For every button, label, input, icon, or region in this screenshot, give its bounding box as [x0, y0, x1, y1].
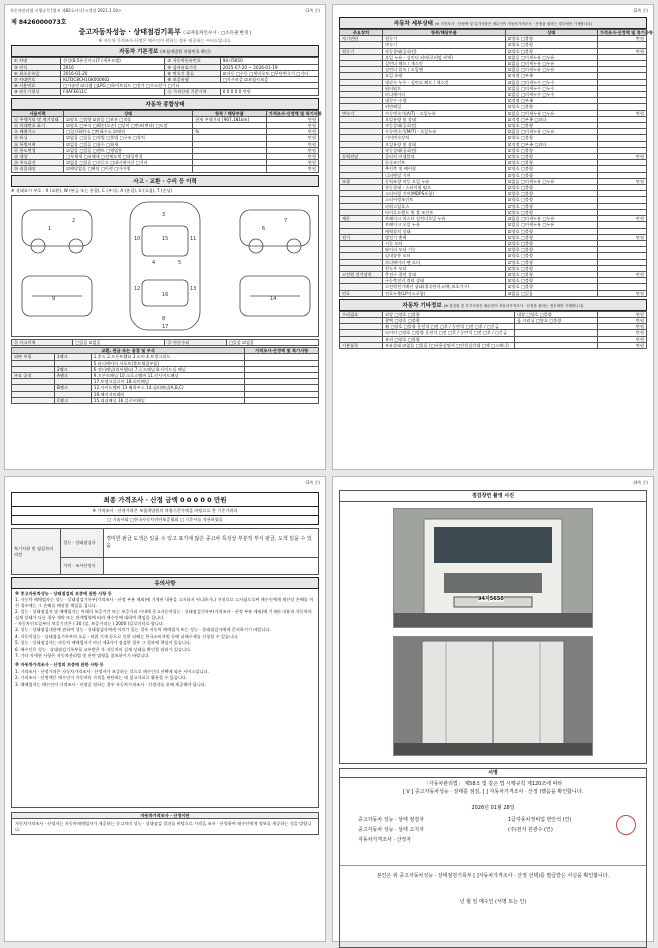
- table-cell: 동력전달: [340, 154, 383, 160]
- notice-line: 6. 매수인은 성능 · 상태점검기록부를 교부받은 후 자동차의 실제 상태를 확인할 권리가 있습니다.: [15, 646, 192, 652]
- part-number: 10: [134, 236, 141, 243]
- table-cell: ⑭ 배출가스: [12, 129, 64, 135]
- table-cell: 현재 주행거리 [967,181km]: [193, 116, 267, 122]
- table-cell: ⑪ 가격산정 기준가격: [165, 89, 220, 95]
- table-cell: ⑩ 원동기형식: [12, 89, 61, 95]
- table-cell: ☑없음 □미세누수 □누수: [505, 85, 597, 91]
- table-cell: ☑양호 □불량: [505, 209, 597, 215]
- stamp-seal-icon: [616, 815, 636, 835]
- table-cell: ☑양호 □불량: [505, 42, 597, 48]
- plate-number: 94자5650: [478, 596, 504, 603]
- basic-info-heading: 자동차 기본정보 (보험개발원 차량번호 확인): [11, 45, 319, 57]
- table-cell: 고전원전기배선 상태(접속단자,피복,보호기구): [382, 284, 505, 290]
- table-cell: ☑없음 □미세누유 □누유: [505, 216, 597, 222]
- table-cell: B랭크: [54, 385, 91, 391]
- table-cell: ☑없음 □미세누유 □누유: [505, 178, 597, 184]
- page-3: [4, 476, 326, 942]
- part-number: 17: [162, 324, 169, 331]
- part-number: 14: [270, 296, 277, 303]
- table-cell: 기어변속장치: [382, 135, 505, 141]
- table-cell: 외판 부위: [12, 354, 55, 360]
- table-cell: 등속조인트: [382, 160, 505, 166]
- table-cell: ☑없음 □미세누유 □누유: [505, 61, 597, 67]
- table-cell: 만원: [597, 36, 646, 42]
- truck-front-photo: [393, 508, 593, 628]
- table-cell: 라디에이터 팬 모터: [382, 259, 505, 265]
- table-cell: 만원: [266, 123, 318, 129]
- table-cell: 룸 크리닝 □양호 □불량: [514, 317, 597, 323]
- table-row: [12, 166, 319, 172]
- receipt-text: 본인은 위 중고자동차성능 · 상태점검기록부 [ ]자동차가격조사 · 산정 선택)를 발급받은 사실을 확인합니다.: [376, 873, 610, 879]
- table-cell: 워터펌프: [382, 85, 505, 91]
- table-cell: 15.대쉬패널 16.플로어패널: [91, 397, 245, 403]
- table-cell: 2랭크: [54, 366, 91, 372]
- table-cell: 1랭크: [54, 354, 91, 360]
- notice-line: 2. 가격조사 · 산정액은 매수인이 자동차의 가격을 판단하는 데 참고자료로 활용할 수 있습니다.: [15, 675, 188, 681]
- table-cell: 만원: [597, 324, 646, 330]
- table-cell: 유리 □양호 □불량: [382, 336, 514, 342]
- table-cell: ☑없음 □미세누유 □누유: [505, 67, 597, 73]
- table-cell: 연료: [340, 290, 383, 296]
- table-cell: [193, 166, 267, 172]
- table-cell: 1.후드 2.프론트휀더 3.도어 4.트렁크리드: [91, 354, 245, 360]
- table-cell: ☑없음 □있음 □렌트 □영업용: [64, 147, 193, 153]
- table-cell: 커먼레일: [382, 104, 505, 110]
- table-cell: 주요 골격: [12, 373, 55, 379]
- table-cell: 기본품목: [340, 342, 383, 348]
- table-cell: ☑양호 □불량: [505, 197, 597, 203]
- table-cell: 오일유량 및 상태: [382, 141, 505, 147]
- table-cell: F4AFE611C: [61, 89, 165, 95]
- page-number: (1쪽 중): [305, 8, 320, 13]
- table-cell: ☑적정 □부족 □과다: [505, 141, 597, 147]
- table-cell: [514, 342, 597, 348]
- table-cell: ☑양호 □불량: [505, 135, 597, 141]
- table-cell: 변속기: [340, 110, 383, 116]
- column-header: 가격조사·산정액 및 특기사항: [266, 110, 318, 116]
- table-cell: 17.트렁크플로어 18.리어패널: [91, 379, 245, 385]
- table-cell: ☑자동 □수동 □세미오토 □무단변속기 □기타: [220, 70, 318, 76]
- inspector-label: 성능 · 상태점검자: [61, 529, 104, 558]
- column-header: 항목/해당부품: [382, 30, 505, 36]
- table-cell: 만원: [597, 178, 646, 184]
- accident-note: ※ 상태표시 부호 : X (교환), W (판금 또는 용접), C (부식), A (흠집), U (요철), T (손상): [11, 187, 173, 193]
- table-cell: 와이퍼 모터 기능: [382, 247, 505, 253]
- table-cell: 만원: [597, 317, 646, 323]
- table-cell: □자가보증 ☑보험사보증: [220, 77, 318, 83]
- table-cell: 전기: [340, 234, 383, 240]
- column-header: 상태: [505, 30, 597, 36]
- table-cell: 작동상태(공회전): [382, 48, 505, 54]
- table-cell: 충전구 절연 상태: [382, 271, 505, 277]
- page-number: (2쪽 중): [633, 8, 648, 13]
- table-cell: ☑양호 □불량 ☑많음 □보통 □적음: [64, 116, 193, 122]
- table-cell: 만원: [266, 116, 318, 122]
- table-cell: ☑없음 □미세누유 □누유: [505, 222, 597, 228]
- part-number: 3: [162, 212, 166, 219]
- column-header: 사용이력: [12, 110, 64, 116]
- table-cell: 만원: [597, 216, 646, 222]
- column-header: 상태: [64, 110, 193, 116]
- final-price: 최종 가격조사 · 산정 금액 0 0 0 0 0 만원: [11, 492, 319, 507]
- table-cell: ☑적정 □부족: [505, 98, 597, 104]
- table-cell: ⑬ 차대번호 표기: [12, 123, 64, 129]
- other-info-table: [339, 311, 647, 349]
- table-cell: 타이어 □양호 □불량 운전석 □전 □후 / 동반석 □전 □후 / □응급: [382, 330, 514, 336]
- table-cell: ☑없음 □미세누수 □누수: [505, 92, 597, 98]
- rank-head: 교환, 판금 또는 용접 및 부식: [12, 348, 245, 354]
- table-cell: 만원: [597, 336, 646, 342]
- table-cell: 추진축 및 베어링: [382, 166, 505, 172]
- part-number: 5: [178, 260, 182, 267]
- law-line: 「자동차관리법」 제58조 및 같은 법 시행규칙 제120조에 따라: [423, 781, 563, 787]
- table-cell: ☑양호 □불량: [505, 234, 597, 240]
- table-cell: 만원: [597, 330, 646, 336]
- table-cell: 19.패키지트레이: [91, 391, 245, 397]
- notice-line: 3. 성능 · 상태점검내용에 관하여 성능 · 상태점검자에게 이의가 있는 경우 자동차 매매업자 또는 성능 · 상태점검자에게 문의하시기 바랍니다.: [15, 627, 271, 633]
- table-cell: ☑양호 □불량: [505, 203, 597, 209]
- table-cell: 9.프론트패널 10.크로스멤버 11.인사이드패널: [91, 373, 245, 379]
- table-cell: 냉각수 누수 - 실린더 헤드 / 개스킷: [382, 79, 505, 85]
- table-cell: ☑양호 □불량: [505, 123, 597, 129]
- table-cell: 수동변속기(M/T) - 오일누유: [382, 129, 505, 135]
- table-cell: 타이로드엔드 및 볼 조인트: [382, 209, 505, 215]
- table-cell: ☑해당없음 □해당 □이행 □미이행: [64, 166, 193, 172]
- table-row: [12, 397, 319, 403]
- table-cell: □무채색 □유채색 □전체도색 □색상변경: [64, 154, 193, 160]
- table-cell: 보유상태 ☑없음 □있음 (□사용설명서 □안전삼각대 □잭 □스패너): [382, 342, 514, 348]
- inspector-opinion: 경미한 판금 도색은 있을 수 있고 표기에 않은 중고차 특성상 부분적 부식 판금, 도색 있을 수 있음: [104, 529, 319, 558]
- part-number: 15: [162, 236, 169, 243]
- document-number: 제 8426000073호: [11, 19, 67, 26]
- table-cell: 만원: [597, 290, 646, 296]
- table-cell: 자동변속기(A/T) - 오일누유: [382, 110, 505, 116]
- table-cell: 만원: [597, 48, 646, 54]
- table-cell: 조향: [340, 178, 383, 184]
- table-cell: ☑양호 □불량: [505, 253, 597, 259]
- table-cell: ☑양호 □불량: [505, 240, 597, 246]
- part-number: 12: [134, 286, 141, 293]
- accident-history-table: [11, 339, 319, 346]
- table-cell: ⑦ 차대번호: [12, 77, 61, 83]
- truck-rear-photo: [393, 636, 593, 756]
- table-cell: ☑적정 □부족: [505, 73, 597, 79]
- sub-note: ※ 자동차 가격조사·산정은 매수인이 원하는 경우 제공하는 서비스입니다.: [98, 38, 232, 43]
- notice-title: 유의사항: [11, 577, 319, 589]
- table-cell: 실린더 헤드 / 개스킷: [382, 61, 505, 67]
- table-cell: □있음 ☑없음: [226, 340, 318, 346]
- table-cell: ☑양호 □불량: [505, 259, 597, 265]
- table-cell: ⑱ 색상: [12, 154, 64, 160]
- definition-title: 자동차가격조사 · 산정이란: [12, 813, 318, 819]
- table-cell: ☑양호 □불량: [505, 172, 597, 178]
- car-outline-diagram: [12, 196, 320, 336]
- table-cell: 6.쿼터패널(리어휀더) 7.루프패널 8.사이드실 패널: [91, 366, 245, 372]
- receipt-date-line: 년 월 일 매수인 (서명 또는 인): [459, 899, 527, 905]
- page-number: (4쪽 중): [633, 480, 648, 485]
- signer-role: 중고자동차 성능 · 상태 점검자: [358, 817, 424, 823]
- table-cell: ☑없음 □있음 □선루프 □네비게이션 □기타: [64, 160, 193, 166]
- table-cell: 만원: [266, 135, 318, 141]
- table-cell: 원동기: [340, 48, 383, 54]
- vehicle-diagram: [11, 195, 319, 337]
- table-cell: ㉒ 단순수리: [165, 340, 226, 346]
- table-cell: ⑤ 최초등록일: [12, 70, 61, 76]
- table-cell: 0 0 0 0 0 만원: [220, 89, 318, 95]
- page-1: [4, 4, 326, 470]
- table-cell: ☑없음 □있음 □적법 □불법 □구조 □장치: [64, 135, 193, 141]
- table-cell: ☑양호 □불량: [505, 284, 597, 290]
- table-row: [340, 290, 647, 296]
- table-cell: %: [193, 129, 267, 135]
- table-cell: 12.사이드멤버 13.휠하우스 14.필러패널(A,B,C): [91, 385, 245, 391]
- table-cell: 시동 모터: [382, 240, 505, 246]
- form-header: 자동차관리법 시행규칙 [별지 제82호서식] <개정 2021.1.19>: [10, 8, 122, 13]
- notice-line: 3. 매매업자는 매수인이 가격조사 · 산정을 원하는 경우 자동차가격조사 · 산정자를 통해 제공해야 합니다.: [15, 681, 207, 687]
- photo-box: [339, 490, 647, 764]
- table-cell: ⑫ 주행거리 및 계기상태: [12, 116, 64, 122]
- table-cell: ⑥ 변속기 종류: [165, 70, 220, 76]
- table-cell: 한성(8.5톤중카고)7 (세무모델): [61, 58, 165, 64]
- opinion-label: 특기사항 및 점검자의 의견: [12, 529, 61, 575]
- part-number: 7: [284, 218, 288, 225]
- table-cell: □일산화탄소 □탄화수소 ☑매연: [64, 129, 193, 135]
- table-cell: ☑없음 □미세누유 □누유: [505, 110, 597, 116]
- table-cell: 오일 유량: [382, 73, 505, 79]
- table-cell: ☑양호 □불량: [505, 271, 597, 277]
- table-cell: 연료누출(LP가스포함): [382, 290, 505, 296]
- notice-line: 7. 기타 자세한 사항은 자동차관리법 및 관련 법령을 참조하시기 바랍니다.: [15, 653, 150, 659]
- table-cell: 2025-07-20 ~ 2026-01-19: [220, 64, 318, 70]
- part-number: 6: [262, 226, 266, 233]
- table-cell: ☑양호 □불량: [505, 247, 597, 253]
- accident-heading: 사고 · 교환 · 수리 등 이력: [11, 175, 319, 187]
- table-cell: 광택 □양호 □불량: [382, 317, 514, 323]
- table-cell: 클러치 어셈블리: [382, 154, 505, 160]
- table-cell: ☑양호 □불량: [505, 166, 597, 172]
- table-cell: 만원: [597, 110, 646, 116]
- table-row: [340, 342, 647, 348]
- table-cell: □있음 ☑없음: [73, 340, 165, 346]
- table-cell: 발전기 출력: [382, 234, 505, 240]
- table-cell: 수리필요: [340, 311, 383, 317]
- sign-date: 2026년 01월 28일: [471, 805, 515, 811]
- table-cell: ☑양호 □불량: [505, 147, 597, 153]
- table-cell: □가솔린 ☑디젤 □LPG □하이브리드 □전기 □수소전기 □기타: [61, 83, 319, 89]
- table-cell: ☑양호 □불량: [505, 191, 597, 197]
- table-cell: KLTDC8CH1GK000602: [61, 77, 165, 83]
- column-header: 가격조사·산정액 및 특기사항: [597, 30, 646, 36]
- table-cell: ⑧ 보증유형: [165, 77, 220, 83]
- part-number: 1: [48, 226, 52, 233]
- overall-heading: 자동차 종합상태: [11, 98, 319, 110]
- appraisal-definition-box: [11, 812, 319, 835]
- table-cell: 만원: [266, 147, 318, 153]
- overall-status-table: [11, 110, 322, 173]
- table-cell: 만원: [597, 154, 646, 160]
- page-number: (3쪽 중): [305, 480, 320, 485]
- notice-line: 2. 성능 · 상태점검자 및 매매업자는 아래의 보증기간 또는 보증거리 이내에 중고자동차성능 · 상태점검기록부(가격조사 · 산정 부분 제외)에 기재된 내용과 자동차의 실제 상태가 다른 경우 계약 또는 관계법령에 따라 매수인에 대하여 책임을 집니다.: [15, 609, 312, 620]
- document-title: 중고자동차성능 · 상태점검기록부: [78, 28, 181, 36]
- table-cell: 2016: [61, 64, 165, 70]
- part-number: 8: [162, 316, 166, 323]
- table-cell: 만원: [597, 234, 646, 240]
- notice-line: 1. 가격조사 · 산정가격은 자동차가격조사 · 산정자가 보증하는 것으로 매수인의 선택에 따른 서비스입니다.: [15, 668, 209, 674]
- table-cell: ☑없음 □있음: [505, 290, 597, 296]
- definition-text: 자동차가격조사 · 산정자는 자동차매매업자가 제공하는 중고차의 성능 · 상태점검 결과를 바탕으로 가격을 조사 · 산정하여 매수인에게 정보를 제공하는 것을 말합니다.: [15, 821, 312, 832]
- table-cell: 내장 □양호 □불량: [514, 311, 597, 317]
- notice-head: ※ 중고자동차성능 · 상태점검의 보증에 관한 사항 등: [15, 591, 112, 596]
- table-cell: 변속기: [382, 42, 505, 48]
- table-cell: ⑰ 용도변경: [12, 147, 64, 153]
- detail-status-table: [339, 29, 653, 297]
- table-cell: 실린더 블록 / 오일팬: [382, 67, 505, 73]
- appraiser-label: 가격 · 조사산정자: [61, 558, 104, 575]
- notice-line: 4. 자동차성능 · 상태점검기록부의 오류 · 허위 기재 등으로 인한 피해는 한국소비자원 등에 피해구제를 신청할 수 있습니다.: [15, 633, 239, 639]
- table-cell: 자기진단: [340, 36, 383, 42]
- table-cell: ☑양호 □불량: [505, 154, 597, 160]
- table-cell: ⑳ 리콜대상: [12, 166, 64, 172]
- table-cell: 스티어링조인트: [382, 197, 505, 203]
- basic-info-table: [11, 57, 319, 95]
- table-cell: 제동: [340, 216, 383, 222]
- table-cell: 외장 □양호 □불량: [382, 311, 514, 317]
- part-number: 13: [190, 286, 197, 293]
- table-cell: ☑양호 □불량: [505, 278, 597, 284]
- part-number: 11: [190, 236, 197, 243]
- table-cell: 만원: [266, 141, 318, 147]
- appraiser-opinion: [104, 558, 319, 575]
- table-cell: ③ 연식: [12, 64, 61, 70]
- table-cell: 만원: [266, 154, 318, 160]
- table-cell: ☑양호 □불량: [505, 36, 597, 42]
- signature-box: [339, 768, 647, 948]
- table-cell: 작동상태(공회전): [382, 147, 505, 153]
- table-cell: 실내송풍 모터: [382, 253, 505, 259]
- table-cell: 윈도우 모터: [382, 265, 505, 271]
- table-cell: 파워고압호스: [382, 203, 505, 209]
- table-cell: 동력조향 작동 오일 누유: [382, 178, 505, 184]
- table-cell: ☑없음 □있음 □침수 □화재: [64, 141, 193, 147]
- table-cell: ☑없음 □미세누수 □누수: [505, 79, 597, 85]
- table-cell: ☑양호 □불량: [505, 185, 597, 191]
- signer-name: (주)천지 원광수 (인): [508, 827, 553, 833]
- table-cell: ☑양호 □불량: [505, 228, 597, 234]
- table-cell: 배력장치 상태: [382, 228, 505, 234]
- part-number: 9: [52, 296, 56, 303]
- table-cell: 브레이크 마스터 실린더오일 누유: [382, 216, 505, 222]
- price-note-2: □ 기술사회 □한국자동차진단보증협회 □ 기준서를 적용하였음: [11, 516, 319, 525]
- notice-line: 5. 성능 · 상태점검자는 자동차 매매업자가 아닌 제3자가 점검한 경우 그 결과에 책임이 있습니다.: [15, 640, 192, 646]
- table-cell: ☑양호 □불량: [505, 104, 597, 110]
- table-cell: 브레이크 오일 누유: [382, 222, 505, 228]
- law-line-2: [ V ] 중고자동차성능 · 상태를 점검, [ ] 자동차가격조사 · 산정 )했음을 확인합니다.: [402, 789, 584, 795]
- notice2-head: ※ 자동차가격조사 · 산정의 보증에 관한 사항 등: [15, 662, 104, 668]
- table-cell: 작동상태(공회전): [382, 123, 505, 129]
- table-cell: C랭크: [54, 397, 91, 403]
- part-number: 4: [152, 260, 156, 267]
- table-cell: 만원: [597, 271, 646, 277]
- table-cell: 디퍼렌셜 기어: [382, 172, 505, 178]
- table-cell: [245, 397, 319, 403]
- table-cell: ② 자동차등록번호: [165, 58, 220, 64]
- table-cell: ㉑ 사고이력: [12, 340, 73, 346]
- table-cell: 오일 누유 - 실린더 커버(로커암 커버): [382, 54, 505, 60]
- table-cell: 오일유량 및 상태: [382, 116, 505, 122]
- table-cell: 2016-01-20: [61, 70, 165, 76]
- table-cell: ☑양호 □불량: [505, 265, 597, 271]
- table-cell: ④ 검사유효기간: [165, 64, 220, 70]
- rank-head: 가격조사·산정액 및 특기사항: [245, 348, 319, 354]
- table-cell: 휠 □양호 □불량 운전석 □전 □후 / 동반석 □전 □후 / □응급: [382, 324, 514, 330]
- table-cell: 구동축전지 격리 상태: [382, 278, 505, 284]
- part-number: 16: [162, 292, 169, 299]
- table-cell: 작동상태 - 스티어링 펌프: [382, 185, 505, 191]
- sign-title: 서명: [340, 769, 646, 778]
- table-cell: ⑮ 튜닝: [12, 135, 64, 141]
- table-cell: 94자5650: [220, 58, 318, 64]
- price-note: ※ 가격조사 · 산정가격은 보험개발원의 차량기준가액을 바탕으로 한 기준가격과: [11, 507, 319, 516]
- table-cell: 만원: [597, 342, 646, 348]
- table-row: [12, 89, 319, 95]
- notice-box: [11, 589, 319, 808]
- page-4: [332, 476, 654, 942]
- exchange-rank-table: [11, 347, 319, 404]
- table-cell: 스티어링 기어(MDPS포함): [382, 191, 505, 197]
- table-cell: [12, 397, 55, 403]
- signer-role: 중고자동차 성능 · 상태 고지자: [358, 827, 424, 833]
- table-cell: 만원: [266, 166, 318, 172]
- table-cell: ⑲ 주요옵션: [12, 160, 64, 166]
- table-row: [12, 340, 319, 346]
- opinion-table: [11, 528, 319, 575]
- table-cell: ☑양호 □부식 □훼손(오손) □상이 □변조(변타) □도말: [64, 123, 193, 129]
- photo-title: 점검장면 촬영 사진: [340, 491, 646, 502]
- table-cell: 냉각수 수량: [382, 98, 505, 104]
- signer-name: 1급자동차정비업 반안석 (인): [508, 817, 572, 823]
- table-cell: 고전원 전기장치: [340, 271, 383, 277]
- table-cell: 만원: [266, 160, 318, 166]
- table-cell: ⑨ 사용연료: [12, 83, 61, 89]
- other-info-heading: 자동차 기타정보 (※ 점검원 및 특기사항은 매수인이 자동차가격조사 · 산정을 원하는 경우에만 기재합니다): [339, 299, 647, 311]
- column-header: 주요장치: [340, 30, 383, 36]
- notice-line: 1. 자동차 매매업자는 성능 · 상태점검기록부(가격조사 · 산정 부분 제외)에 기재된 내용을 고지하지 아니하거나 거짓으로 고지함으로써 매수인에게 재산상 손해를 끼친 경우에는 그 손해를 배상할 책임을 집니다.: [15, 597, 314, 608]
- table-cell: ⑯ 특별이력: [12, 141, 64, 147]
- table-cell: ① 차명: [12, 58, 61, 64]
- table-cell: 5.라디에이터 서포트(볼트체결부품): [91, 360, 245, 366]
- table-cell: 만원: [266, 129, 318, 135]
- title-options: ( ☑자동차인수시 · □소유권 변경 ): [183, 31, 252, 36]
- detail-heading: 자동차 세부상태 (※ 가격조사 · 산정액 및 특기사항은 매수인이 자동차가격조사 · 산정을 원하는 경우에만 기재합니다): [339, 17, 647, 29]
- table-cell: 원동기: [382, 36, 505, 42]
- notice-line: - 자동차인도일부터 보증기간은 ( 30 )일, 보증거리는 ( 2000 )킬로미터로 합니다.: [15, 621, 165, 627]
- column-header: 항목 / 해당부품: [193, 110, 267, 116]
- part-number: 2: [72, 218, 76, 225]
- table-cell: 만원: [597, 311, 646, 317]
- table-cell: 라디에이터: [382, 92, 505, 98]
- signer-role: 자동차가격조사 · 산정자: [358, 837, 412, 843]
- table-cell: ☑없음 □미세누유 □누유: [505, 54, 597, 60]
- table-cell: ☑없음 □미세누유 □누유: [505, 129, 597, 135]
- page-2: [332, 4, 654, 470]
- table-cell: ☑적정 □부족 □과다: [505, 116, 597, 122]
- table-cell: ☑양호 □불량: [505, 48, 597, 54]
- table-cell: A랭크: [54, 373, 91, 379]
- table-cell: ☑양호 □불량: [505, 160, 597, 166]
